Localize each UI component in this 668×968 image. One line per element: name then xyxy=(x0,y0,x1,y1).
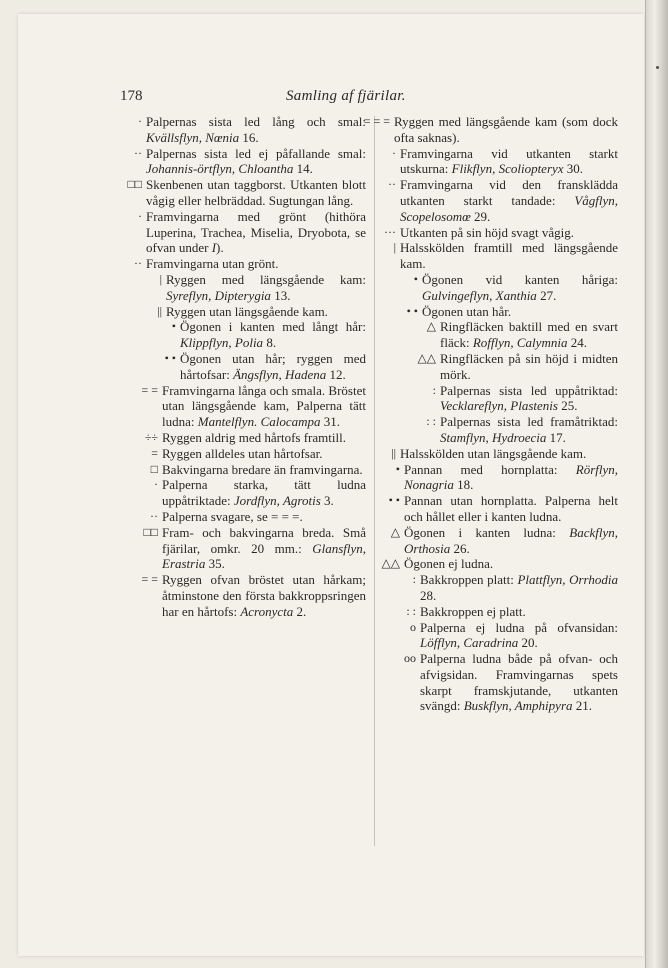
key-entry xyxy=(150,461,366,478)
entry-text: Pannan utan hornplatta. Palperna helt och hållet eller i kanten ludna. xyxy=(404,493,618,524)
entry-marker: • • xyxy=(388,493,400,508)
entry-text: Skenbenen utan taggborst. Utkanten blott vågig eller helbräddad. Sugtungan lång. xyxy=(146,177,366,208)
key-entry xyxy=(159,271,366,304)
entry-marker: = = xyxy=(141,572,158,587)
reference-number: 31. xyxy=(320,414,341,430)
species-name: Rörflyn, Nonagria xyxy=(404,461,618,493)
species-name: Glansflyn, Erastria xyxy=(162,540,366,572)
entry-text: Halsskölden utan längsgående kam. xyxy=(400,445,587,461)
species-name: I xyxy=(211,240,217,256)
entry-marker: ·· xyxy=(134,145,142,160)
reference-number: 25. xyxy=(557,398,578,414)
column-divider xyxy=(374,116,375,846)
reference-number: 29. xyxy=(470,208,491,224)
species-name: Vecklareflyn, Plastenis xyxy=(440,398,558,414)
book-page xyxy=(18,14,644,956)
species-name: Johannis-örtflyn, Chloantha xyxy=(146,161,294,177)
species-name: Gulvingeflyn, Xanthia xyxy=(422,287,537,303)
key-entry xyxy=(395,461,618,494)
entry-text: Ryggen med längsgående kam: xyxy=(166,271,366,287)
entry-text: Ryggen aldrig med hårtofs framtill. xyxy=(162,429,346,445)
entry-marker: □□ xyxy=(127,177,142,192)
entry-marker: || xyxy=(391,445,396,460)
species-name: Acronycta xyxy=(240,603,294,619)
reference-number: 27. xyxy=(536,287,557,303)
key-entry xyxy=(143,524,366,572)
species-name: Flikflyn, Scoliopteryx xyxy=(451,161,564,177)
entry-text: Ryggen med längsgående kam (som dock ofta saknas). xyxy=(394,114,618,145)
species-name: Syreflyn, Dipterygia xyxy=(166,287,271,303)
entry-text: Palperna ej ludna på ofvansidan: xyxy=(420,619,618,635)
reference-number: 3. xyxy=(320,493,334,509)
entry-text: Ögonen utan hår. xyxy=(422,303,512,319)
entry-marker: ··· xyxy=(384,224,396,239)
key-entry xyxy=(141,382,366,430)
key-entry xyxy=(410,619,618,652)
species-name: Rofflyn, Calymnia xyxy=(472,335,568,351)
reference-number: 28. xyxy=(420,587,437,603)
entry-text: Palperna starka, tätt ludna uppåtriktade: xyxy=(162,477,366,509)
entry-text: Ögonen ej ludna. xyxy=(404,556,494,572)
entry-text: Palperna svagare, se = = =. xyxy=(162,508,303,524)
reference-number: 16. xyxy=(239,129,259,145)
running-title: Samling af fjärilar. xyxy=(286,88,406,104)
key-entry xyxy=(150,508,366,525)
entry-marker: · xyxy=(138,114,142,128)
entry-marker: · xyxy=(138,208,142,223)
entry-text: Ryggen utan längsgående kam. xyxy=(166,303,328,319)
key-entry xyxy=(426,319,618,351)
key-entry xyxy=(138,114,366,146)
entry-text: Ringfläcken på sin höjd i midten mörk. xyxy=(440,350,618,382)
entry-marker: △△ xyxy=(417,350,436,365)
entry-marker: □ xyxy=(150,461,158,476)
species-name: Kvällsflyn, Nœnia xyxy=(146,129,240,145)
key-entry xyxy=(391,445,618,462)
key-entry xyxy=(138,208,366,256)
right-column xyxy=(363,114,618,714)
entry-marker: • xyxy=(171,319,176,334)
key-entry xyxy=(413,271,618,304)
key-entry xyxy=(390,524,618,557)
entry-text: Ögonen vid kanten håriga: xyxy=(422,271,618,287)
book-spine xyxy=(645,0,668,968)
species-name: Stamflyn, Hydroecia xyxy=(440,429,547,445)
entry-text: Framvingarna vid den fransklädda utkanten starkt tandade: xyxy=(400,177,618,208)
species-name: Löfflyn, Caradrina xyxy=(420,635,519,651)
entry-text: Ryggen alldeles utan hårtofsar. xyxy=(162,445,323,461)
entry-marker: ÷÷ xyxy=(144,429,158,444)
entry-text: Pannan med hornplatta: xyxy=(404,461,576,477)
entry-marker: ·· xyxy=(150,508,158,523)
key-entry xyxy=(381,556,618,572)
entry-text: Palpernas sista led ej påfallande smal: xyxy=(146,145,366,161)
species-name: Ängsflyn, Hadena xyxy=(233,366,327,382)
key-entry xyxy=(144,429,366,446)
key-entry xyxy=(134,145,366,178)
reference-number: 14. xyxy=(293,161,313,177)
entry-text: Framvingarna vid utkanten starkt utskurna: xyxy=(400,145,618,177)
species-name: Klippflyn, Polia xyxy=(180,335,264,351)
reference-number: 12. xyxy=(326,366,346,382)
entry-marker: • xyxy=(395,461,400,476)
reference-number: 21. xyxy=(572,698,593,714)
key-entry xyxy=(134,256,366,272)
entry-marker: o xyxy=(410,619,416,634)
key-entry xyxy=(417,350,618,383)
key-entry xyxy=(432,382,618,415)
entry-marker: : : xyxy=(406,603,416,618)
key-entry xyxy=(404,651,618,714)
key-entry xyxy=(426,414,618,446)
key-entry xyxy=(151,445,366,462)
entry-marker: || xyxy=(157,303,162,318)
entry-marker: △ xyxy=(390,524,400,539)
key-entry xyxy=(154,477,366,509)
reference-number: 13. xyxy=(270,287,291,303)
entry-text: Framvingarna med grönt (hithöra Luperina, Trachea, Miselia, Dryobota, se ofvan under xyxy=(146,208,366,256)
entry-marker: : xyxy=(412,572,416,587)
entry-marker: · xyxy=(154,477,158,492)
entry-text: Framvingarna långa och smala. Bröstet utan längsgående kam, Palperna tätt ludna: xyxy=(162,382,366,430)
entry-text: Bakkroppen platt: xyxy=(420,572,518,588)
entry-text: Ringfläcken baktill med en svart fläck: xyxy=(440,319,618,351)
entry-text: Ögonen i kanten ludna: xyxy=(404,524,570,540)
key-entry xyxy=(384,224,618,241)
key-entry xyxy=(171,319,366,351)
species-name: Mantelflyn. Calocampa xyxy=(197,414,321,430)
reference-number: ). xyxy=(216,240,224,256)
entry-marker: • • xyxy=(406,303,418,318)
key-entry xyxy=(406,303,618,320)
entry-marker: = xyxy=(151,445,158,460)
entry-marker: • xyxy=(413,271,418,286)
key-entry xyxy=(406,603,618,620)
species-name: Backflyn, Orthosia xyxy=(404,524,618,556)
reference-number: 24. xyxy=(567,335,587,351)
entry-marker: △ xyxy=(426,319,436,334)
entry-text: Ögonen i kanten med långt hår: xyxy=(180,319,366,335)
entry-marker: | xyxy=(393,240,396,255)
species-name: Plattflyn, Orrhodia xyxy=(517,572,618,588)
entry-marker: = = = xyxy=(363,114,390,128)
key-entry xyxy=(157,303,366,320)
entry-marker: • • xyxy=(164,350,176,365)
species-name: Vågflyn, Scopelosomœ xyxy=(400,192,618,224)
key-entry xyxy=(388,177,618,224)
key-entry xyxy=(141,572,366,619)
reference-number: 26. xyxy=(450,540,470,556)
page-number: 178 xyxy=(120,88,143,104)
reference-number: 30. xyxy=(563,161,584,177)
reference-number: 2. xyxy=(293,603,307,619)
entry-marker: = = xyxy=(141,382,158,397)
entry-marker: □□ xyxy=(143,524,158,539)
reference-number: 18. xyxy=(453,477,474,493)
entry-marker: ·· xyxy=(388,177,396,192)
entry-text: Palpernas sista led lång och smal: xyxy=(146,114,366,129)
reference-number: 20. xyxy=(518,635,538,651)
key-entry xyxy=(393,240,618,272)
entry-text: Palperna ludna både på ofvan- och afvigsidan. Framvingarnas spets skarpt framskjutande, utkanten svängd: xyxy=(420,651,618,714)
reference-number: 17. xyxy=(546,429,566,445)
entry-text: Palpernas sista led uppåtriktad: xyxy=(440,382,618,398)
entry-text: Ryggen ofvan bröstet utan hårkam; åtminstone den första bakkroppsringen har en hårtofs: xyxy=(162,572,366,619)
key-entry xyxy=(164,350,366,383)
key-entry xyxy=(363,114,618,146)
spine-dot xyxy=(656,66,659,69)
species-name: Buskflyn, Amphipyra xyxy=(463,698,573,714)
entry-marker: | xyxy=(159,271,162,286)
entry-text: Ögonen utan hår; ryggen med hårtofsar: xyxy=(180,350,366,382)
entry-text: Palpernas sista led framåtriktad: xyxy=(440,414,618,430)
key-entry xyxy=(127,177,366,209)
entry-marker: △△ xyxy=(381,556,400,571)
entry-marker: oo xyxy=(404,651,416,666)
species-name: Jordflyn, Agrotis xyxy=(233,493,321,509)
left-column xyxy=(127,114,366,620)
key-entry xyxy=(392,145,618,178)
key-entry xyxy=(412,572,618,604)
key-entry xyxy=(388,493,618,525)
reference-number: 8. xyxy=(263,335,277,351)
entry-text: Bakkroppen ej platt. xyxy=(420,603,526,619)
entry-marker: : : xyxy=(426,414,436,429)
entry-marker: ·· xyxy=(134,256,142,271)
entry-text: Utkanten på sin höjd svagt vågig. xyxy=(400,224,575,240)
reference-number: 35. xyxy=(205,556,225,572)
entry-marker: · xyxy=(392,145,396,160)
entry-text: Fram- och bakvingarna breda. Små fjärilar, omkr. 20 mm.: xyxy=(162,524,366,556)
entry-text: Halsskölden framtill med längsgående kam. xyxy=(400,240,618,272)
page-header xyxy=(18,88,644,108)
entry-text: Bakvingarna bredare än framvingarna. xyxy=(162,461,363,477)
entry-marker: : xyxy=(432,382,436,397)
entry-text: Framvingarna utan grönt. xyxy=(146,256,279,272)
